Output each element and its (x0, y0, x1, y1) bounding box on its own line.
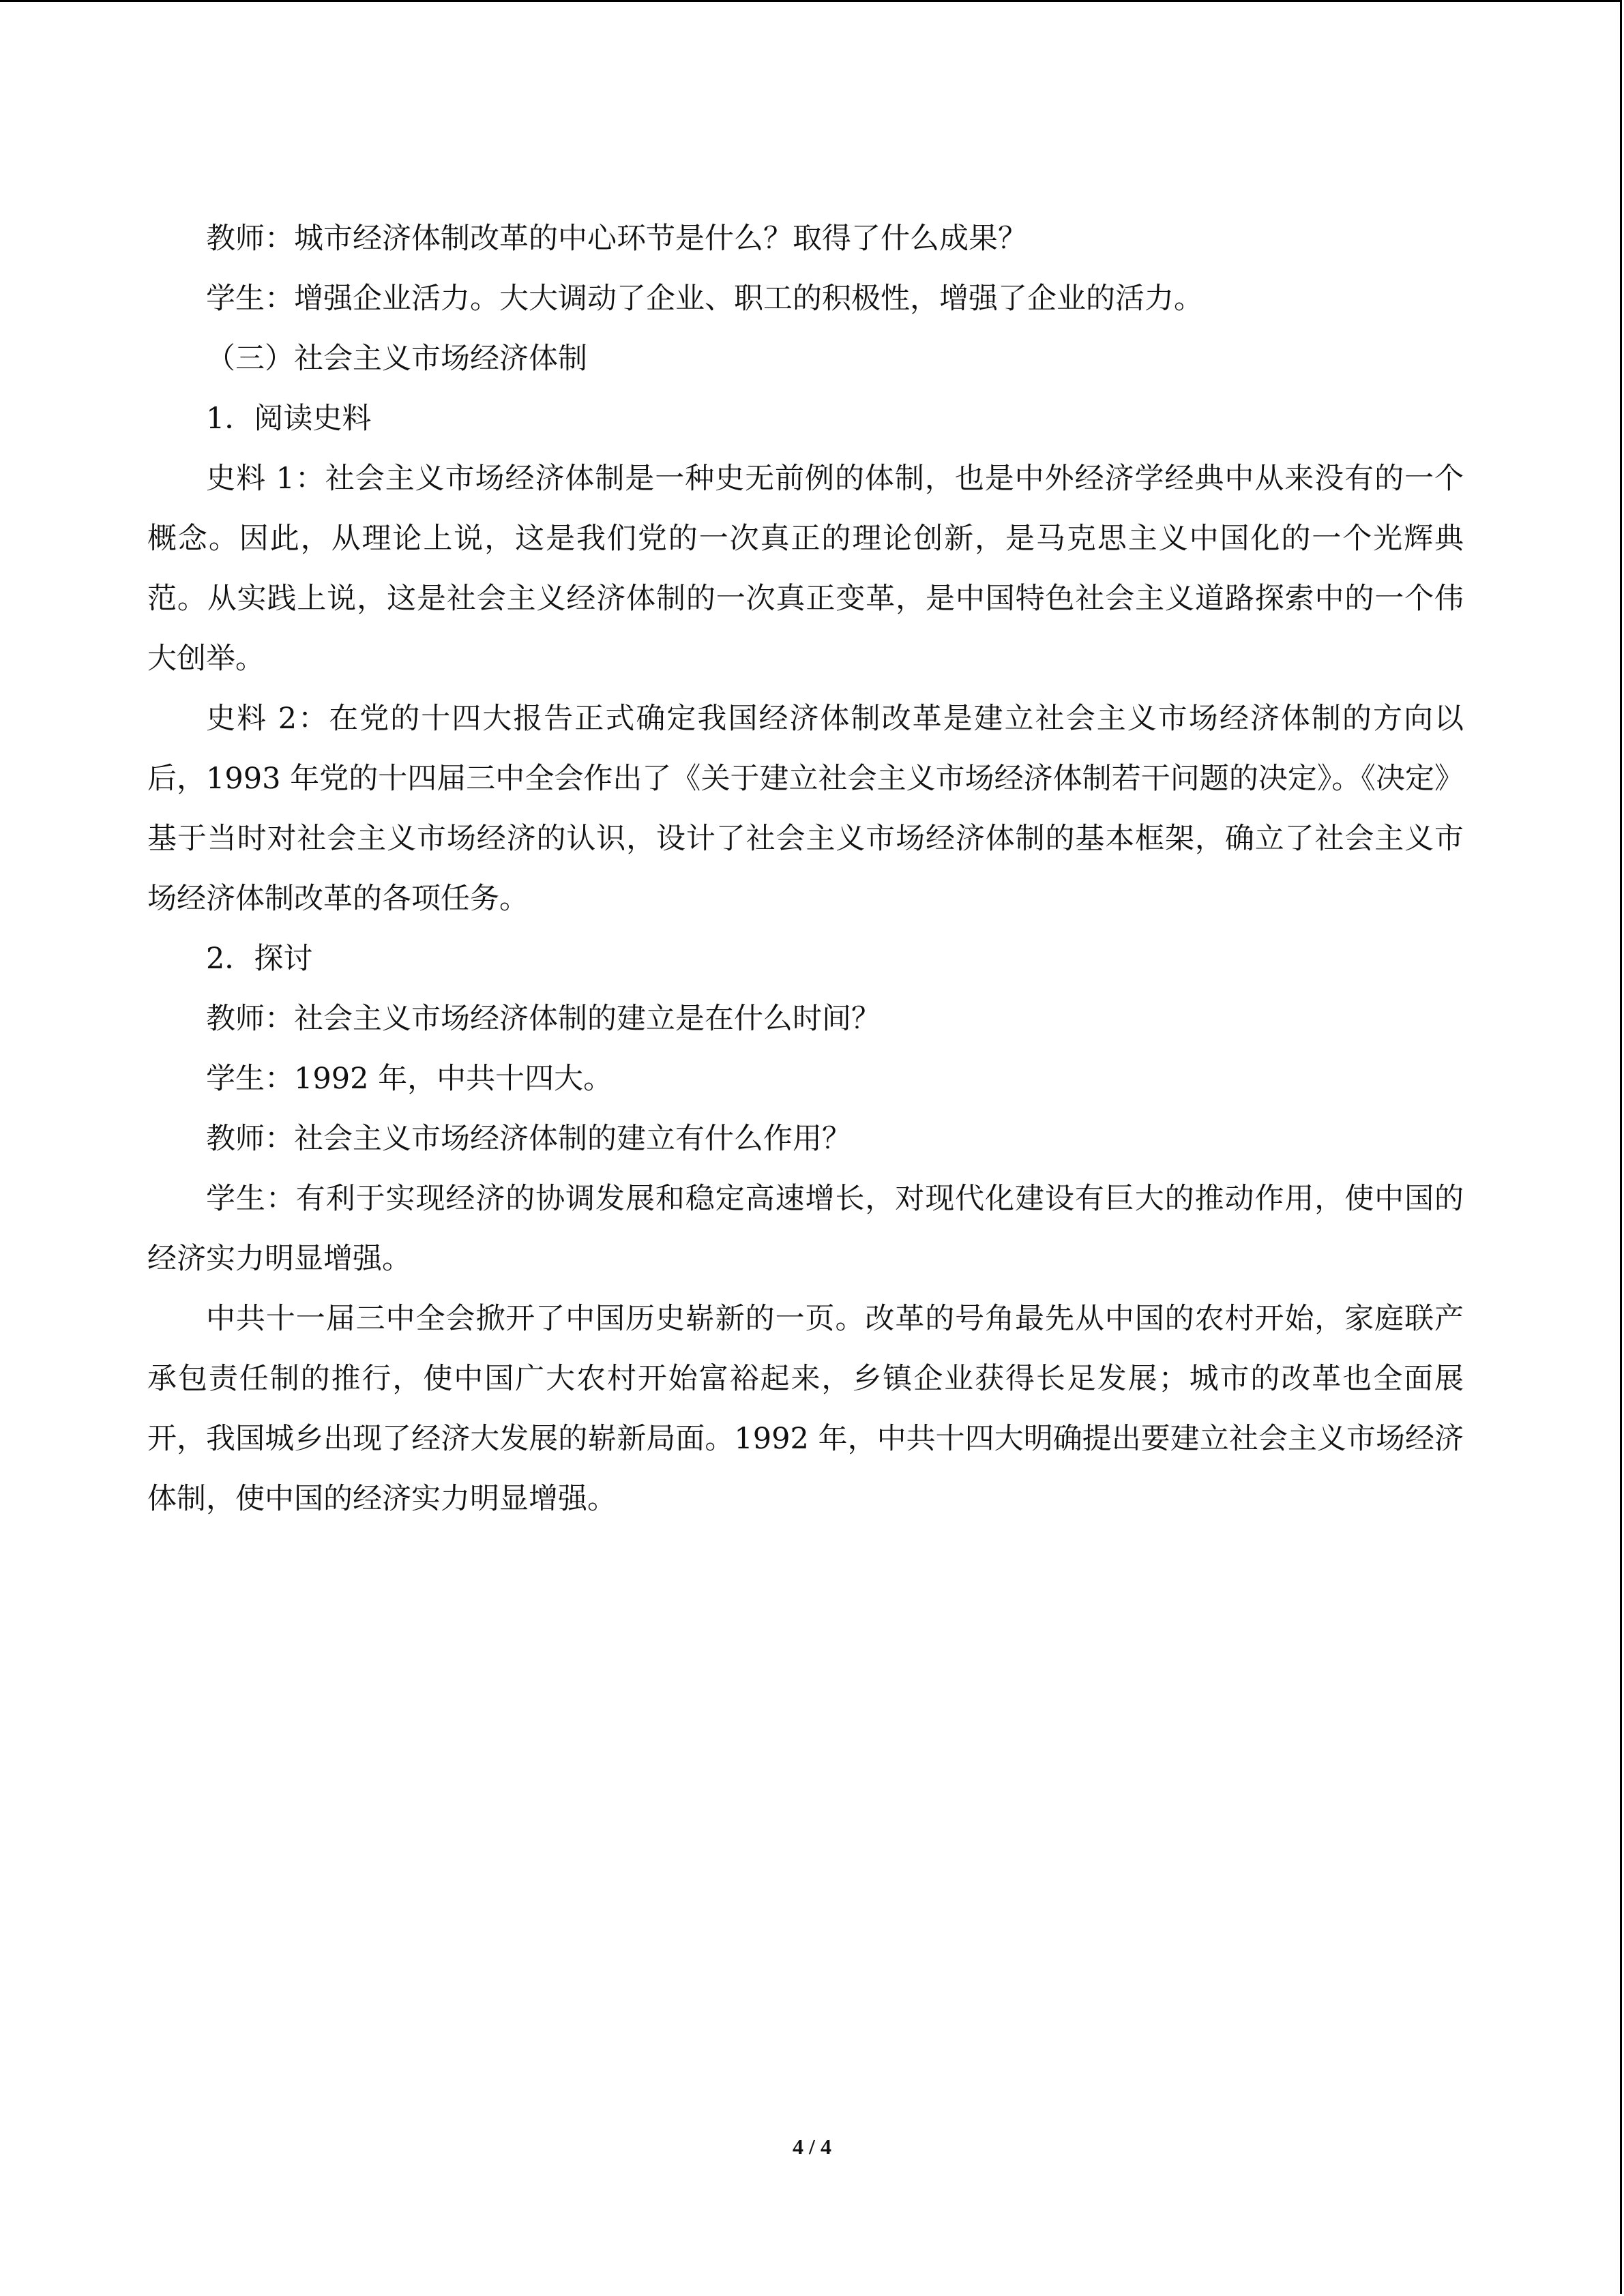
paragraph-student-answer-2: 学生：1992 年，中共十四大。 (206, 1062, 613, 1096)
paragraph-teacher-question-1: 教师：城市经济体制改革的中心环节是什么？取得了什么成果？ (206, 222, 1027, 256)
document-body (147, 209, 1464, 1529)
paragraph-teacher-question-3: 教师：社会主义市场经济体制的建立有什么作用？ (206, 1122, 851, 1156)
paragraph-teacher-question-2: 教师：社会主义市场经济体制的建立是在什么时间？ (206, 1002, 881, 1036)
paragraph-student-answer-1: 学生：增强企业活力。大大调动了企业、职工的积极性，增强了企业的活力。 (206, 282, 1203, 316)
paragraph-summary: 中共十一届三中全会掀开了中国历史崭新的一页。改革的号角最先从中国的农村开始，家庭联产承包责任制的推行，使中国广大农村开始富裕起来，乡镇企业获得长足发展；城市的改革也全面展开，我国城乡出现了经济大发展的崭新局面。1992 年，中共十四大明确提出要建立社会主义市场经济体制，使中国的经济实力明显增强。 (147, 1302, 1464, 1516)
paragraph-material-1: 史料 1：社会主义市场经济体制是一种史无前例的体制，也是中外经济学经典中从来没有的一个概念。因此，从理论上说，这是我们党的一次真正的理论创新，是马克思主义中国化的一个光辉典范。从实践上说，这是社会主义经济体制的一次真正变革，是中国特色社会主义道路探索中的一个伟大创举。 (147, 462, 1464, 676)
subheading-discussion: 2．探讨 (206, 942, 313, 976)
paragraph-student-answer-3: 学生：有利于实现经济的协调发展和稳定高速增长，对现代化建设有巨大的推动作用，使中国的经济实力明显增强。 (147, 1182, 1464, 1276)
paragraph-material-2: 史料 2：在党的十四大报告正式确定我国经济体制改革是建立社会主义市场经济体制的方向以后，1993 年党的十四届三中全会作出了《关于建立社会主义市场经济体制若干问题的决定》。《决定》基于当时对社会主义市场经济的认识，设计了社会主义市场经济体制的基本框架，确立了社会主义市场经济体制改革的各项任务。 (147, 702, 1464, 916)
section-heading-market-economy: （三）社会主义市场经济体制 (206, 342, 587, 376)
subheading-read-materials: 1．阅读史料 (206, 402, 372, 436)
page-number: 4 / 4 (793, 2134, 831, 2159)
